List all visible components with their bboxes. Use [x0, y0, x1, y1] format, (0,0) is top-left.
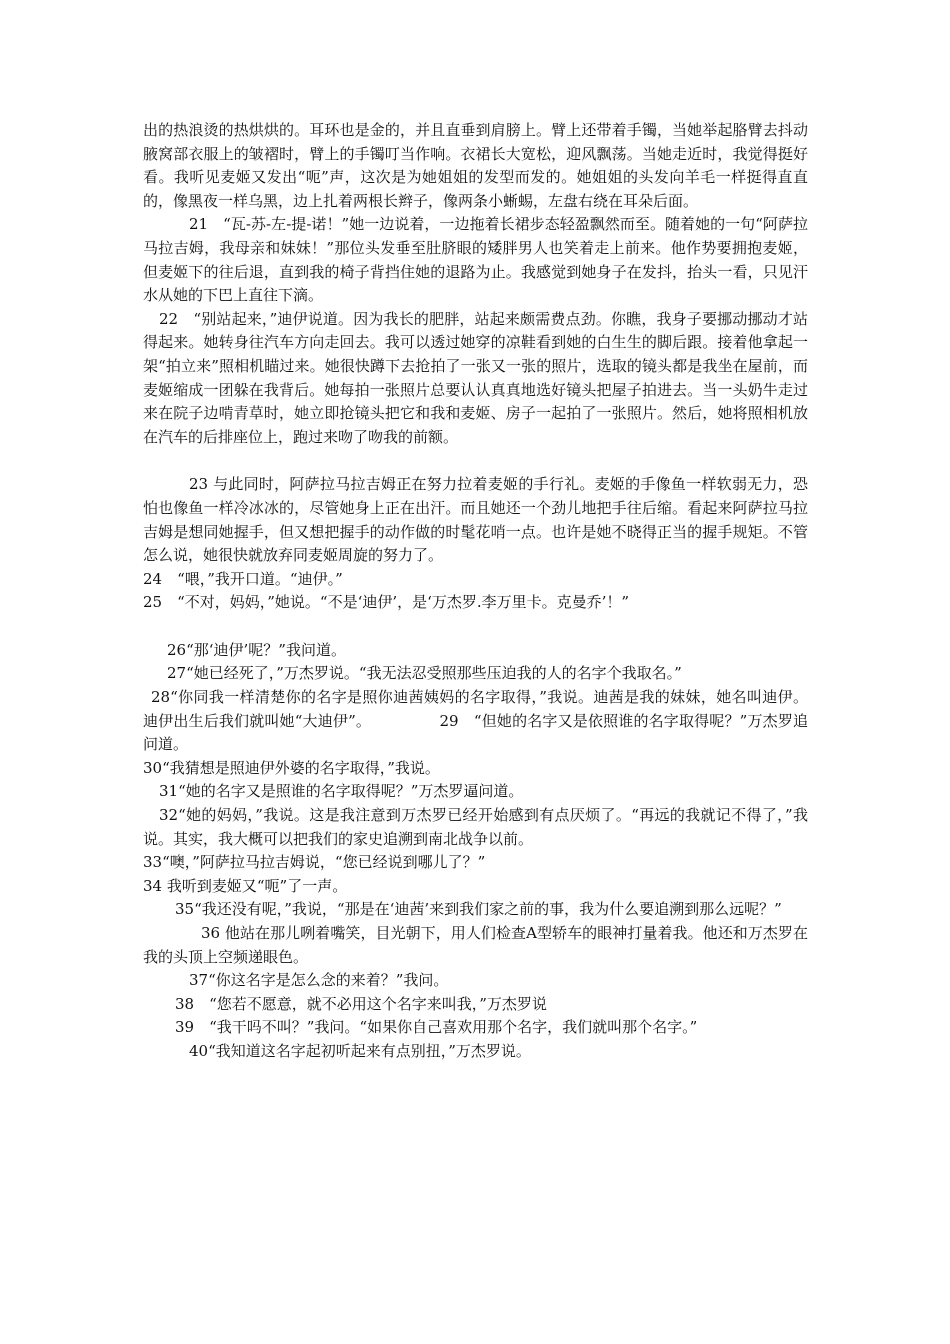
paragraph-30: 30“我猜想是照迪伊外婆的名字取得，”我说。	[143, 758, 440, 777]
paragraph-24: 24 “喂，”我开口道。“迪伊。”	[143, 569, 343, 588]
paragraph-35: 35“我还没有呢，”我说，“那是在‘迪茜’来到我们家之前的事，我为什么要追溯到那么远呢？”	[175, 900, 782, 919]
paragraph-33: 33“噢，”阿萨拉马拉吉姆说，“您已经说到哪儿了？”	[143, 853, 486, 872]
paragraph-32: 32“她的妈妈，”我说。这是我注意到万杰罗已经开始感到有点厌烦了。“再远的我就记不得了，”我说。其实，我大概可以把我们的家史追溯到南北战争以前。	[143, 806, 808, 848]
paragraph-34: 34 我听到麦姬又“呃”了一声。	[143, 876, 348, 895]
paragraph-28: 28“你同我一样清楚你的名字是照你迪茜姨妈的名字取得，”我说。迪茜是我的妹妹，她名叫迪伊。 迪伊出生后我们就叫她“大迪伊”。 29 “但她的名字又是依照谁的名字取得呢？”万杰罗追问道。	[143, 688, 808, 754]
paragraph-25: 25 “不对，妈妈，”她说。“不是‘迪伊’，是‘万杰罗.李万里卡。克曼乔’！”	[143, 593, 630, 612]
paragraph-37: 37“你这名字是怎么念的来着？”我问。	[189, 971, 449, 990]
paragraph-26: 26“那‘迪伊’呢？”我问道。	[167, 640, 346, 659]
paragraph-20-continued: 出的热浪烫的热烘烘的。耳环也是金的，并且直垂到肩膀上。臂上还带着手镯，当她举起胳臂去抖动腋窝部衣服上的皱褶时，臂上的手镯叮当作响。衣裙长大宽松，迎风飘荡。当她走近时，我觉得挺好看。我听见麦姬又发出“呃”声，这次是为她姐姐的发型而发的。她姐姐的头发向羊毛一样挺得直直的，像黑夜一样乌黑，边上扎着两根长辫子，像两条小蜥蜴，左盘右绕在耳朵后面。	[143, 121, 808, 210]
paragraph-23: 23 与此同时，阿萨拉马拉吉姆正在努力拉着麦姬的手行礼。麦姬的手像鱼一样软弱无力，恐怕也像鱼一样冷冰冰的，尽管她身上正在出汗。而且她还一个劲儿地把手往后缩。看起来阿萨拉马拉吉姆是想同她握手，但又想把握手的动作做的时髦花哨一点。也许是她不晓得正当的握手规矩。不管怎么说，她很快就放弃同麦姬周旋的努力了。	[143, 475, 808, 565]
paragraph-22: 22 “别站起来，”迪伊说道。因为我长的肥胖，站起来颇需费点劲。你瞧，我身子要挪动挪动才站得起来。她转身往汽车方向走回去。我可以透过她穿的凉鞋看到她的白生生的脚后跟。接着他拿起一架“拍立来”照相机瞄过来。她很快蹲下去抢拍了一张又一张的照片，选取的镜头都是我坐在屋前，而麦姬缩成一团躲在我背后。她每拍一张照片总要认认真真地选好镜头把屋子拍进去。当一头奶牛走过来在院子边啃青草时，她立即抢镜头把它和我和麦姬、房子一起拍了一张照片。然后，她将照相机放在汽车的后排座位上，跑过来吻了吻我的前额。	[143, 309, 808, 446]
blank-line	[143, 615, 808, 639]
blank-line	[143, 449, 808, 473]
paragraph-36: 36 他站在那儿咧着嘴笑，目光朝下，用人们检查A型轿车的眼神打量着我。他还和万杰罗在我的头顶上空频递眼色。	[143, 924, 808, 966]
paragraph-39: 39 “我干吗不叫？”我问。“如果你自己喜欢用那个名字，我们就叫那个名字。”	[175, 1018, 698, 1037]
paragraph-38: 38 “您若不愿意，就不必用这个名字来叫我，”万杰罗说	[175, 994, 547, 1013]
paragraph-21: 21 “瓦-苏-左-提-诺！”她一边说着，一边拖着长裙步态轻盈飘然而至。随着她的一句“阿萨拉马拉吉姆，我母亲和妹妹！”那位头发垂至肚脐眼的矮胖男人也笑着走上前来。他作势要拥抱麦姬，但麦姬下的往后退，直到我的椅子背挡住她的退路为止。我感觉到她身子在发抖，抬头一看，只见汗水从她的下巴上直往下滴。	[143, 215, 808, 305]
paragraph-31: 31“她的名字又是照谁的名字取得呢？”万杰罗逼问道。	[159, 782, 524, 801]
paragraph-40: 40“我知道这名字起初听起来有点别扭，”万杰罗说。	[189, 1041, 531, 1060]
paragraph-27: 27“她已经死了，”万杰罗说。“我无法忍受照那些压迫我的人的名字个我取名。”	[167, 664, 682, 683]
story-text	[143, 119, 808, 1064]
